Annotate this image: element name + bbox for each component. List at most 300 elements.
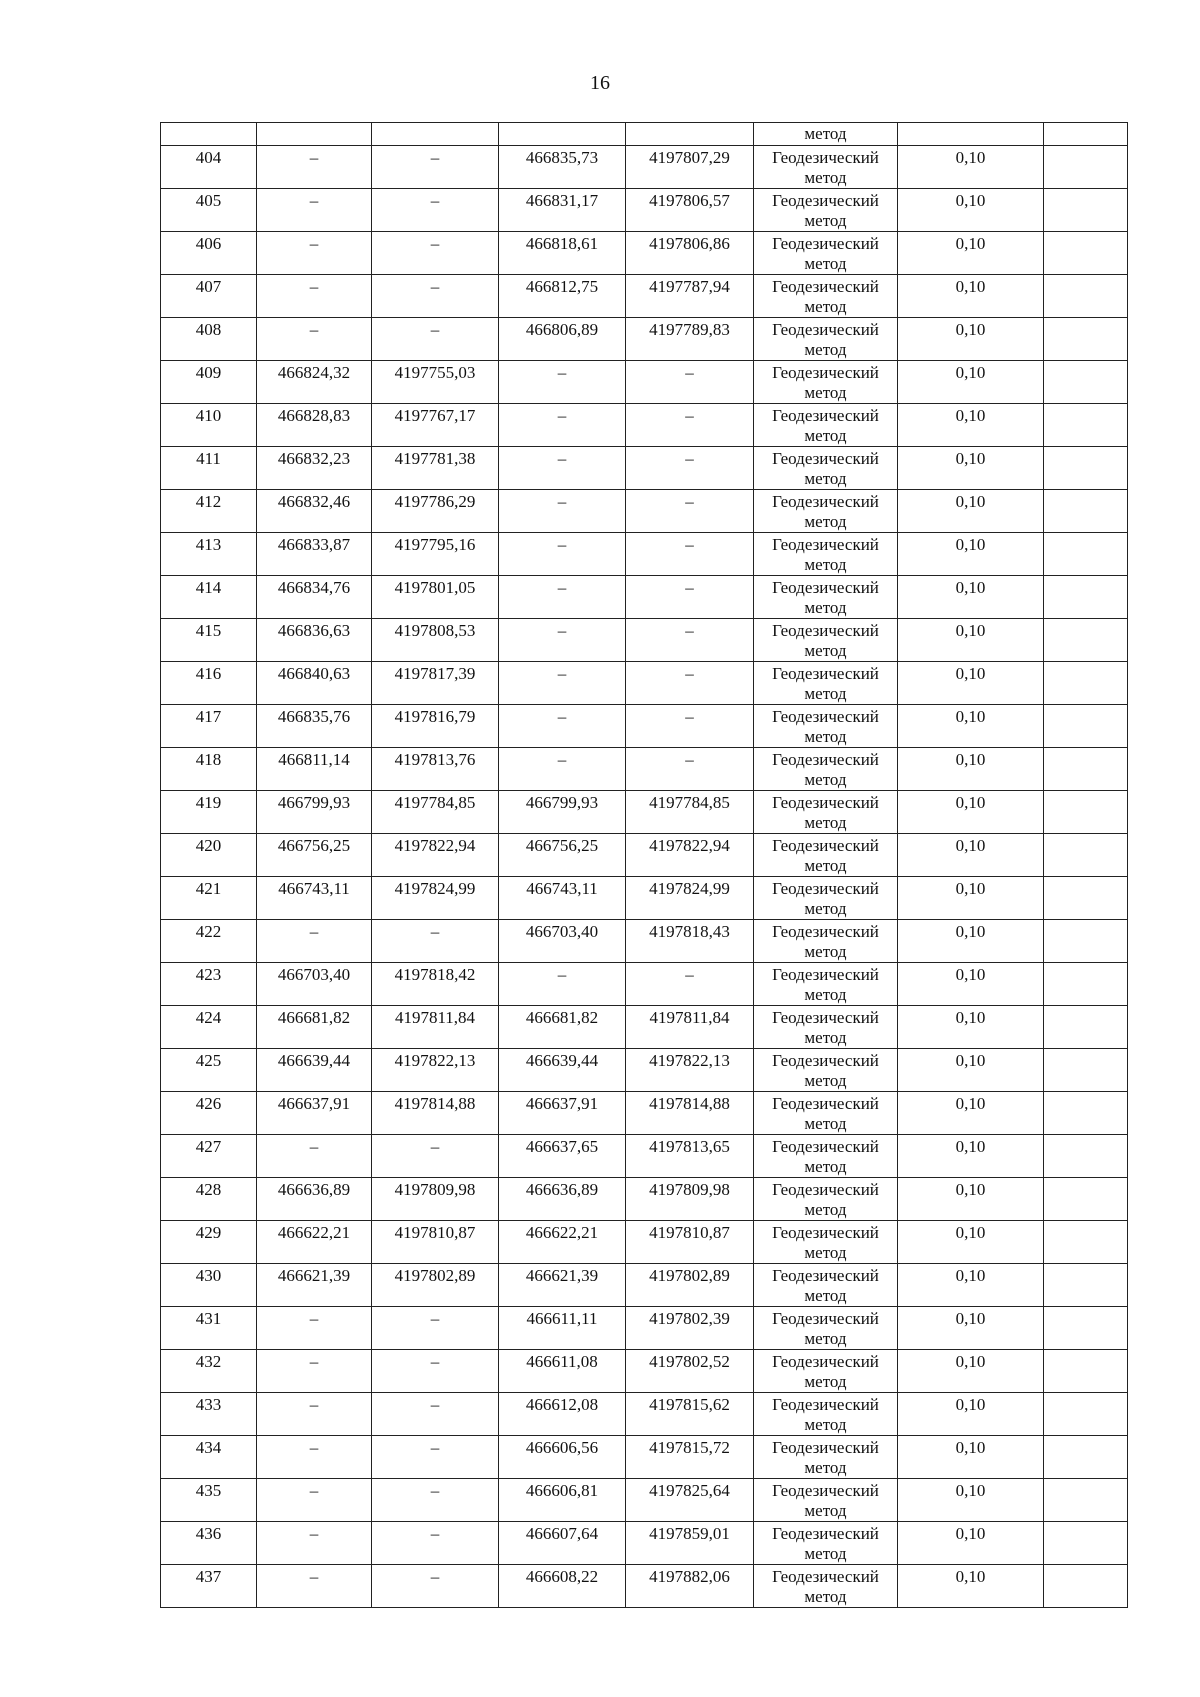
method-line-1: Геодезический <box>772 1524 879 1543</box>
cell-description <box>1044 404 1128 447</box>
cell-x-new <box>499 1479 626 1522</box>
cell-x-new-value: 466806,89 <box>525 320 599 339</box>
cell-number <box>161 1006 257 1049</box>
method-line-2: метод <box>804 297 847 316</box>
cell-accuracy <box>898 705 1044 748</box>
cell-description <box>1044 447 1128 490</box>
table-row <box>161 1393 1128 1436</box>
cell-number <box>161 232 257 275</box>
cell-number-value: 410 <box>195 406 222 425</box>
cell-method <box>754 662 898 705</box>
cell-y-old <box>372 1522 499 1565</box>
cell-method <box>754 748 898 791</box>
cell-accuracy <box>898 1436 1044 1479</box>
table-row <box>161 189 1128 232</box>
cell-y-new <box>626 1178 754 1221</box>
cell-description <box>1044 275 1128 318</box>
cell-y-old <box>372 748 499 791</box>
cell-accuracy-value: 0,10 <box>955 1524 986 1543</box>
cell-method <box>754 361 898 404</box>
cell-x-old-value: 466828,83 <box>277 406 351 425</box>
cell-y-new-value: – <box>685 664 694 683</box>
cell-y-new-value: 4197825,64 <box>649 1481 730 1500</box>
method-line-1: Геодезический <box>772 1309 879 1328</box>
cell-x-new-value: – <box>557 406 567 425</box>
cell-description <box>1044 1393 1128 1436</box>
method-line-1: Геодезический <box>772 1567 879 1586</box>
cell-x-new <box>499 1522 626 1565</box>
cell-description <box>1044 1307 1128 1350</box>
cell-number-value: 434 <box>195 1438 222 1457</box>
cell-number-value: 407 <box>195 277 222 296</box>
cell-x-old-value: – <box>309 1524 319 1543</box>
cell-y-new <box>626 619 754 662</box>
cell-accuracy-value: 0,10 <box>955 363 986 382</box>
cell-accuracy <box>898 1264 1044 1307</box>
cell-x-old <box>257 748 372 791</box>
cell-number-value: 420 <box>195 836 222 855</box>
cell-y-old <box>372 447 499 490</box>
method-line-1: Геодезический <box>772 1395 879 1414</box>
cell-y-new <box>626 920 754 963</box>
cell-y-old-value: – <box>430 277 440 296</box>
cell-y-old-value: 4197811,84 <box>394 1008 476 1027</box>
method-line-1: Геодезический <box>772 879 879 898</box>
cell-y-old <box>372 318 499 361</box>
method-line-1: Геодезический <box>772 664 879 683</box>
method-line-2: метод <box>804 985 847 1004</box>
cell-y-new <box>626 1006 754 1049</box>
cell-x-new <box>499 490 626 533</box>
cell-x-old-value: 466639,44 <box>277 1051 351 1070</box>
cell-accuracy <box>898 275 1044 318</box>
cell-x-new <box>499 146 626 189</box>
cell-y-old <box>372 920 499 963</box>
cell-y-new-value: 4197806,86 <box>649 234 730 253</box>
cell-accuracy-value: 0,10 <box>955 1309 986 1328</box>
cell-description <box>1044 576 1128 619</box>
cell-accuracy <box>898 920 1044 963</box>
table-row <box>161 232 1128 275</box>
method-line-2: метод <box>804 211 847 230</box>
cell-y-new-value: – <box>685 535 694 554</box>
table-row <box>161 1092 1128 1135</box>
cell-accuracy-value: 0,10 <box>955 492 986 511</box>
cell-x-new <box>499 1049 626 1092</box>
cell-accuracy-value: 0,10 <box>955 1438 986 1457</box>
method-line-2: метод <box>804 1544 847 1563</box>
table-row <box>161 576 1128 619</box>
cell-number <box>161 1350 257 1393</box>
cell-x-old <box>257 1264 372 1307</box>
cell-x-new <box>499 619 626 662</box>
cell-accuracy-value: 0,10 <box>955 664 986 683</box>
cell-y-new <box>626 748 754 791</box>
cell-description <box>1044 920 1128 963</box>
cell-x-new <box>499 1135 626 1178</box>
cell-number <box>161 1436 257 1479</box>
method-line-2: метод <box>804 1243 847 1262</box>
cell-accuracy <box>898 1092 1044 1135</box>
cell-method <box>754 318 898 361</box>
table-row <box>161 533 1128 576</box>
cell-accuracy <box>898 1135 1044 1178</box>
cell-accuracy-value: 0,10 <box>955 234 986 253</box>
cell-method <box>754 1436 898 1479</box>
cell-accuracy <box>898 146 1044 189</box>
cell-x-new-value: 466835,73 <box>525 148 599 167</box>
cell-accuracy <box>898 232 1044 275</box>
cell-x-new <box>499 404 626 447</box>
cell-y-new <box>626 1436 754 1479</box>
table-row <box>161 447 1128 490</box>
method-line-1: Геодезический <box>772 965 879 984</box>
cell-y-new-value: 4197806,57 <box>649 191 730 210</box>
cell-number-value: 422 <box>195 922 222 941</box>
cell-x-new-value: – <box>557 750 567 769</box>
cell-y-old-value: – <box>430 1524 440 1543</box>
cell-y-new <box>626 1522 754 1565</box>
cell-y-new <box>626 189 754 232</box>
cell-number <box>161 490 257 533</box>
cell-number <box>161 791 257 834</box>
cell-accuracy <box>898 619 1044 662</box>
cell-x-old <box>257 318 372 361</box>
method-line-2: метод <box>804 469 847 488</box>
cell-x-old <box>257 920 372 963</box>
cell-accuracy-value: 0,10 <box>955 1094 986 1113</box>
method-line-2: метод <box>804 1071 847 1090</box>
cell-accuracy <box>898 123 1044 146</box>
cell-method <box>754 275 898 318</box>
cell-x-old <box>257 791 372 834</box>
cell-x-new <box>499 791 626 834</box>
cell-x-old-value: 466703,40 <box>277 965 351 984</box>
cell-accuracy-value: 0,10 <box>955 879 986 898</box>
cell-y-new-value: – <box>685 965 694 984</box>
cell-x-old <box>257 705 372 748</box>
cell-y-old <box>372 490 499 533</box>
method-line-1: Геодезический <box>772 234 879 253</box>
cell-x-new <box>499 1436 626 1479</box>
table-row <box>161 1522 1128 1565</box>
cell-method <box>754 1049 898 1092</box>
cell-method <box>754 1350 898 1393</box>
method-line-2: метод <box>804 1372 847 1391</box>
cell-description <box>1044 619 1128 662</box>
cell-number <box>161 662 257 705</box>
method-line-1: Геодезический <box>772 406 879 425</box>
cell-x-old <box>257 1479 372 1522</box>
cell-y-new-value: 4197811,84 <box>649 1008 730 1027</box>
cell-number-value: 416 <box>195 664 222 683</box>
cell-method <box>754 1006 898 1049</box>
cell-number <box>161 146 257 189</box>
cell-x-old <box>257 1436 372 1479</box>
method-line-2: метод <box>804 942 847 961</box>
method-line-2: метод <box>804 426 847 445</box>
cell-x-old <box>257 877 372 920</box>
cell-x-old-value: – <box>309 1438 319 1457</box>
cell-y-new-value: – <box>685 621 694 640</box>
cell-accuracy <box>898 877 1044 920</box>
cell-y-old-value: 4197781,38 <box>394 449 476 468</box>
method-line-2: метод <box>804 383 847 402</box>
cell-x-old-value: – <box>309 1481 319 1500</box>
cell-x-old <box>257 1393 372 1436</box>
cell-y-new-value: 4197882,06 <box>649 1567 730 1586</box>
cell-x-old <box>257 1565 372 1608</box>
cell-accuracy-value: 0,10 <box>955 836 986 855</box>
cell-y-old <box>372 1006 499 1049</box>
cell-x-old <box>257 1221 372 1264</box>
cell-description <box>1044 748 1128 791</box>
cell-y-new-value: 4197822,13 <box>649 1051 730 1070</box>
method-line-2: метод <box>804 1028 847 1047</box>
cell-x-old <box>257 963 372 1006</box>
cell-x-old-value: – <box>309 922 319 941</box>
cell-accuracy <box>898 1393 1044 1436</box>
cell-method <box>754 834 898 877</box>
cell-accuracy-value: 0,10 <box>955 449 986 468</box>
cell-y-new-value: – <box>685 449 694 468</box>
cell-y-new-value: 4197813,65 <box>649 1137 730 1156</box>
cell-x-old-value: – <box>309 148 319 167</box>
cell-y-new-value: 4197818,43 <box>649 922 730 941</box>
cell-y-new <box>626 1565 754 1608</box>
cell-y-old-value: 4197767,17 <box>394 406 476 425</box>
cell-x-old-value: 466799,93 <box>277 793 351 812</box>
cell-x-new-value: 466611,11 <box>526 1309 598 1328</box>
cell-y-old-value: – <box>430 1352 440 1371</box>
cell-number <box>161 1135 257 1178</box>
cell-x-new <box>499 748 626 791</box>
cell-x-new <box>499 1006 626 1049</box>
cell-accuracy <box>898 1522 1044 1565</box>
cell-accuracy <box>898 490 1044 533</box>
cell-y-old-value: – <box>430 191 440 210</box>
cell-y-old <box>372 791 499 834</box>
cell-x-new <box>499 1092 626 1135</box>
table-row <box>161 361 1128 404</box>
cell-x-new-value: 466831,17 <box>525 191 599 210</box>
cell-x-old <box>257 189 372 232</box>
cell-x-new-value: – <box>557 664 567 683</box>
cell-y-old <box>372 1135 499 1178</box>
method-line-2: метод <box>804 899 847 918</box>
cell-description <box>1044 877 1128 920</box>
cell-number-value: 414 <box>195 578 222 597</box>
cell-number-value: 406 <box>195 234 222 253</box>
table-row <box>161 1006 1128 1049</box>
cell-method <box>754 533 898 576</box>
cell-x-old-value: – <box>309 1137 319 1156</box>
cell-y-old-value: 4197810,87 <box>394 1223 476 1242</box>
cell-y-old <box>372 1178 499 1221</box>
method-line-2: метод <box>804 1587 847 1606</box>
method-line-1: Геодезический <box>772 1137 879 1156</box>
cell-accuracy-value: 0,10 <box>955 1051 986 1070</box>
cell-x-old-value: 466621,39 <box>277 1266 351 1285</box>
cell-y-old <box>372 705 499 748</box>
cell-accuracy-value: 0,10 <box>955 1352 986 1371</box>
cell-accuracy-value: 0,10 <box>955 750 986 769</box>
cell-number-value: 412 <box>195 492 222 511</box>
cell-y-new <box>626 123 754 146</box>
cell-method <box>754 123 898 146</box>
cell-x-new-value: 466818,61 <box>525 234 599 253</box>
cell-accuracy-value: 0,10 <box>955 793 986 812</box>
cell-y-old <box>372 662 499 705</box>
cell-description <box>1044 1135 1128 1178</box>
cell-x-old-value: 466833,87 <box>277 535 351 554</box>
cell-x-new <box>499 1350 626 1393</box>
cell-number-value: 404 <box>195 148 222 167</box>
cell-method <box>754 576 898 619</box>
cell-x-old-value: – <box>309 1567 319 1586</box>
cell-y-new-value: 4197815,72 <box>649 1438 730 1457</box>
table-row <box>161 791 1128 834</box>
cell-accuracy-value: 0,10 <box>955 277 986 296</box>
cell-method <box>754 189 898 232</box>
cell-number-value: 437 <box>195 1567 222 1586</box>
table-row <box>161 834 1128 877</box>
cell-x-new-value: 466637,91 <box>525 1094 599 1113</box>
table-row <box>161 1479 1128 1522</box>
cell-number <box>161 920 257 963</box>
table-row <box>161 748 1128 791</box>
cell-y-new <box>626 1393 754 1436</box>
method-line-2: метод <box>804 1415 847 1434</box>
cell-number-value: 413 <box>195 535 222 554</box>
cell-number <box>161 275 257 318</box>
cell-method <box>754 1307 898 1350</box>
cell-number <box>161 748 257 791</box>
cell-number <box>161 1221 257 1264</box>
cell-y-new <box>626 490 754 533</box>
cell-y-new-value: 4197815,62 <box>649 1395 730 1414</box>
cell-x-old <box>257 1522 372 1565</box>
cell-y-new-value: 4197784,85 <box>649 793 730 812</box>
cell-y-new-value: 4197809,98 <box>649 1180 730 1199</box>
cell-x-old-value: 466636,89 <box>277 1180 351 1199</box>
cell-description <box>1044 834 1128 877</box>
cell-y-old-value: 4197813,76 <box>394 750 476 769</box>
cell-accuracy-value: 0,10 <box>955 1481 986 1500</box>
cell-y-new <box>626 1221 754 1264</box>
method-line-1: Геодезический <box>772 1481 879 1500</box>
cell-x-new-value: 466703,40 <box>525 922 599 941</box>
cell-description <box>1044 662 1128 705</box>
cell-x-old-value: 466811,14 <box>278 750 350 769</box>
cell-y-old <box>372 1436 499 1479</box>
method-line-1: Геодезический <box>772 191 879 210</box>
cell-number <box>161 1479 257 1522</box>
cell-number-value: 419 <box>195 793 222 812</box>
cell-accuracy <box>898 1565 1044 1608</box>
cell-accuracy <box>898 834 1044 877</box>
cell-y-old-value: – <box>430 1137 440 1156</box>
cell-description <box>1044 1049 1128 1092</box>
cell-y-old-value: 4197802,89 <box>394 1266 476 1285</box>
cell-y-old-value: 4197795,16 <box>394 535 476 554</box>
cell-number <box>161 404 257 447</box>
cell-x-new-value: – <box>557 965 567 984</box>
cell-x-new-value: 466812,75 <box>525 277 599 296</box>
cell-y-new-value: 4197789,83 <box>649 320 730 339</box>
cell-method <box>754 1522 898 1565</box>
cell-accuracy <box>898 318 1044 361</box>
cell-y-old <box>372 533 499 576</box>
cell-method <box>754 1264 898 1307</box>
cell-accuracy-value: 0,10 <box>955 1180 986 1199</box>
table-row <box>161 1565 1128 1608</box>
cell-description <box>1044 705 1128 748</box>
cell-number <box>161 533 257 576</box>
cell-number-value: 415 <box>195 621 222 640</box>
cell-accuracy-value: 0,10 <box>955 406 986 425</box>
cell-accuracy <box>898 1049 1044 1092</box>
cell-method <box>754 1135 898 1178</box>
cell-accuracy <box>898 1178 1044 1221</box>
cell-x-old-value: – <box>309 1395 319 1414</box>
table-row-continuation <box>161 123 1128 146</box>
cell-method <box>754 1221 898 1264</box>
method-line-1: Геодезический <box>772 1352 879 1371</box>
cell-number <box>161 1049 257 1092</box>
cell-accuracy-value: 0,10 <box>955 1567 986 1586</box>
cell-x-old-value: 466681,82 <box>277 1008 351 1027</box>
cell-y-old <box>372 619 499 662</box>
cell-y-new-value: – <box>685 363 694 382</box>
cell-x-old-value: – <box>309 1309 319 1328</box>
cell-number-value: 425 <box>195 1051 222 1070</box>
cell-accuracy <box>898 189 1044 232</box>
method-line-2: метод <box>804 1501 847 1520</box>
cell-method <box>754 1178 898 1221</box>
cell-x-new-value: 466681,82 <box>525 1008 599 1027</box>
cell-number <box>161 1565 257 1608</box>
cell-x-old <box>257 619 372 662</box>
cell-y-old <box>372 1565 499 1608</box>
table-row <box>161 146 1128 189</box>
table-row <box>161 963 1128 1006</box>
coordinates-table <box>160 122 1128 1608</box>
cell-number <box>161 1092 257 1135</box>
cell-accuracy <box>898 963 1044 1006</box>
cell-x-new-value: 466743,11 <box>526 879 598 898</box>
cell-x-new <box>499 705 626 748</box>
cell-x-new <box>499 123 626 146</box>
cell-y-new-value: – <box>685 578 694 597</box>
cell-number-value: 408 <box>195 320 222 339</box>
cell-x-new-value: 466606,56 <box>525 1438 599 1457</box>
cell-x-new <box>499 1178 626 1221</box>
cell-accuracy <box>898 1006 1044 1049</box>
method-line-2: метод <box>804 124 847 143</box>
cell-description <box>1044 1264 1128 1307</box>
cell-x-new <box>499 834 626 877</box>
cell-x-old <box>257 834 372 877</box>
cell-accuracy <box>898 361 1044 404</box>
cell-y-old-value: – <box>430 1567 440 1586</box>
cell-y-new <box>626 318 754 361</box>
cell-method <box>754 705 898 748</box>
method-line-1: Геодезический <box>772 578 879 597</box>
cell-y-new-value: – <box>685 750 694 769</box>
cell-y-old <box>372 576 499 619</box>
cell-y-old <box>372 1264 499 1307</box>
